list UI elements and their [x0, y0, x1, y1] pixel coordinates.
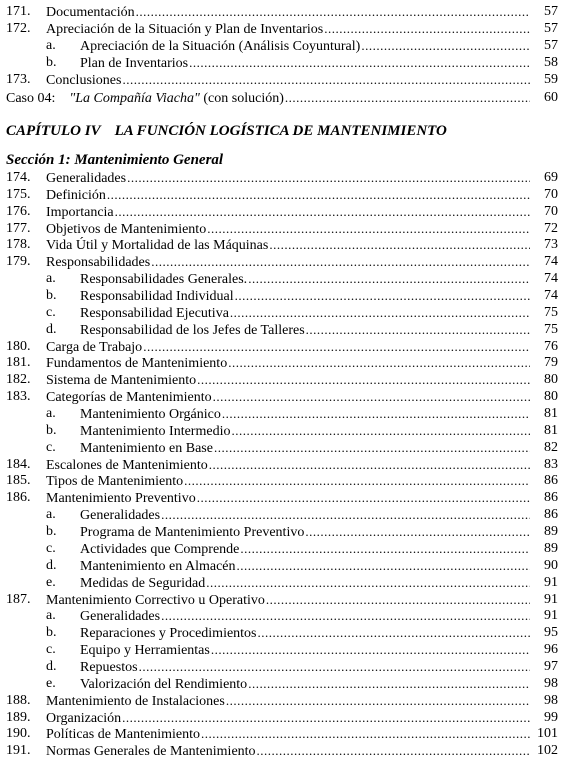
- entry-title: Actividades que Comprende: [80, 541, 240, 557]
- page-number: 76: [544, 338, 558, 354]
- entry-number: 189.: [6, 709, 31, 725]
- dot-leader: [231, 422, 530, 439]
- entry-number: 183.: [6, 389, 31, 405]
- entry-title: Categorías de Mantenimiento: [46, 390, 212, 406]
- page-number: 70: [544, 186, 558, 202]
- toc-entry: [0, 709, 564, 726]
- toc-entry: [0, 3, 564, 20]
- page-number: 80: [544, 372, 558, 388]
- entry-number: a.: [46, 271, 56, 287]
- chapter-label: CAPÍTULO IV: [6, 123, 101, 139]
- entry-title: Responsabilidad Ejecutiva: [80, 305, 229, 321]
- dot-leader: [115, 203, 530, 220]
- dot-leader: [161, 607, 530, 624]
- dot-leader: [151, 253, 530, 270]
- entry-title: Responsabilidades Generales.: [80, 272, 248, 288]
- toc-entry: [0, 169, 564, 186]
- entry-title: Mantenimiento Preventivo: [46, 491, 196, 507]
- page-number: 60: [544, 90, 558, 105]
- dot-leader: [206, 574, 530, 591]
- page-number: 59: [544, 72, 558, 87]
- entry-title: Medidas de Seguridad: [80, 575, 206, 591]
- entry-number: 181.: [6, 355, 31, 371]
- entry-title: Generalidades: [80, 609, 161, 625]
- entry-title: Generalidades: [80, 508, 161, 524]
- toc-entry: [0, 321, 564, 338]
- dot-leader: [248, 675, 530, 692]
- entry-number: 191.: [6, 743, 31, 759]
- page-number: 75: [544, 321, 558, 337]
- entry-number: d.: [46, 658, 57, 674]
- page-number: 96: [544, 642, 558, 658]
- entry-title: Objetivos de Mantenimiento: [46, 221, 207, 237]
- dot-leader: [197, 489, 530, 506]
- page-number: 95: [544, 625, 558, 641]
- entry-title: Políticas de Mantenimiento: [46, 727, 200, 743]
- entry-title: Escalones de Mantenimiento: [46, 457, 208, 473]
- entry-title: Documentación: [46, 5, 135, 20]
- toc-entry: [0, 71, 564, 88]
- entry-title: Plan de Inventarios: [80, 56, 189, 71]
- entry-number: a.: [46, 38, 56, 53]
- page-number: 99: [544, 709, 558, 725]
- entry-title: Generalidades: [46, 171, 127, 186]
- toc-entry: [0, 270, 564, 287]
- entry-number: 173.: [6, 72, 31, 87]
- entry-number: 187.: [6, 591, 31, 607]
- dot-leader: [230, 304, 530, 321]
- page-number: 89: [544, 524, 558, 540]
- toc-entry: [0, 338, 564, 355]
- dot-leader: [324, 20, 530, 37]
- entry-number: 175.: [6, 186, 31, 202]
- dot-leader: [258, 624, 530, 641]
- dot-leader: [207, 220, 530, 237]
- entry-number: 177.: [6, 220, 31, 236]
- dot-leader: [222, 405, 530, 422]
- section-heading: Sección 1: Mantenimiento General: [6, 152, 224, 168]
- entry-number: b.: [46, 288, 57, 304]
- toc-entry: [0, 203, 564, 220]
- entry-number: 182.: [6, 372, 31, 388]
- chapter-title: LA FUNCIÓN LOGÍSTICA DE MANTENIMIENTO: [114, 123, 447, 139]
- entry-number: 185.: [6, 473, 31, 489]
- page-number: 91: [544, 574, 558, 590]
- toc-entry: [0, 506, 564, 523]
- dot-leader: [122, 71, 530, 88]
- page-number: 82: [544, 439, 558, 455]
- toc-entry: [0, 472, 564, 489]
- entry-number: b.: [46, 55, 57, 70]
- entry-title: Fundamentos de Mantenimiento: [46, 356, 228, 372]
- dot-leader: [306, 321, 530, 338]
- toc-entry: [0, 591, 564, 608]
- toc-entry: [0, 456, 564, 473]
- toc-entry: [0, 54, 564, 71]
- entry-number: d.: [46, 557, 57, 573]
- dot-leader: [248, 270, 530, 287]
- page-number: 89: [544, 540, 558, 556]
- entry-title: Equipo y Herramientas: [80, 643, 210, 659]
- entry-number: d.: [46, 321, 57, 337]
- entry-title: Mantenimiento Correctivo u Operativo: [46, 592, 265, 608]
- toc-entry: [0, 236, 564, 253]
- dot-leader: [136, 3, 530, 20]
- page-number: 74: [544, 288, 558, 304]
- dot-leader: [213, 388, 530, 405]
- dot-leader: [211, 641, 530, 658]
- page-number: 86: [544, 473, 558, 489]
- entry-title: Conclusiones: [46, 73, 122, 88]
- dot-leader: [122, 709, 530, 726]
- toc-entry: [0, 20, 564, 37]
- toc-entry: [0, 523, 564, 540]
- dot-leader: [214, 439, 530, 456]
- entry-number: c.: [46, 439, 56, 455]
- page-number: 80: [544, 389, 558, 405]
- toc-entry: [0, 692, 564, 709]
- entry-title: Vida Útil y Mortalidad de las Máquinas: [46, 238, 269, 254]
- entry-number: c.: [46, 304, 56, 320]
- dot-leader: [226, 692, 530, 709]
- dot-leader: [235, 287, 530, 304]
- dot-leader: [237, 557, 530, 574]
- case-suffix: (con solución): [203, 91, 284, 106]
- entry-title: Mantenimiento de Instalaciones: [46, 693, 225, 709]
- entry-number: a.: [46, 507, 56, 523]
- page-number: 79: [544, 355, 558, 371]
- entry-number: b.: [46, 625, 57, 641]
- page-number: 57: [544, 38, 558, 53]
- entry-number: a.: [46, 608, 56, 624]
- entry-title: Reparaciones y Procedimientos: [80, 626, 257, 642]
- toc-entry: [0, 574, 564, 591]
- chapter-heading: [6, 122, 447, 140]
- page-number: 91: [544, 591, 558, 607]
- dot-leader: [184, 472, 530, 489]
- entry-title: Mantenimiento en Base: [80, 440, 213, 456]
- page-number: 86: [544, 507, 558, 523]
- entry-number: 174.: [6, 170, 31, 185]
- entry-title: Mantenimiento en Almacén: [80, 558, 236, 574]
- toc-entry: [0, 557, 564, 574]
- toc-entry: [0, 354, 564, 371]
- case-entry: [0, 89, 564, 106]
- dot-leader: [143, 338, 530, 355]
- toc-entry: [0, 489, 564, 506]
- toc-entry: [0, 641, 564, 658]
- page-number: 74: [544, 271, 558, 287]
- toc-entry: [0, 304, 564, 321]
- entry-number: 184.: [6, 456, 31, 472]
- toc-entry: [0, 220, 564, 237]
- toc-entry: [0, 540, 564, 557]
- dot-leader: [209, 456, 530, 473]
- toc-entry: [0, 405, 564, 422]
- dot-leader: [201, 725, 530, 742]
- entry-number: b.: [46, 524, 57, 540]
- entry-number: 179.: [6, 254, 31, 270]
- toc-entry: [0, 37, 564, 54]
- toc-entry: [0, 675, 564, 692]
- entry-number: b.: [46, 422, 57, 438]
- dot-leader: [107, 186, 530, 203]
- dot-leader: [197, 371, 530, 388]
- dot-leader: [266, 591, 530, 608]
- entry-title: Programa de Mantenimiento Preventivo: [80, 525, 305, 541]
- entry-number: 180.: [6, 338, 31, 354]
- entry-number: 178.: [6, 237, 31, 253]
- dot-leader: [361, 37, 530, 54]
- dot-leader: [257, 742, 530, 759]
- entry-title: Mantenimiento Intermedio: [80, 423, 231, 439]
- dot-leader: [305, 523, 530, 540]
- toc-entry: [0, 388, 564, 405]
- entry-title: Responsabilidades: [46, 255, 151, 271]
- toc-entry: [0, 624, 564, 641]
- entry-title: Importancia: [46, 204, 114, 220]
- page-number: 81: [544, 422, 558, 438]
- dot-leader: [285, 89, 530, 106]
- entry-number: c.: [46, 540, 56, 556]
- page-number: 69: [544, 170, 558, 185]
- page-number: 58: [544, 55, 558, 70]
- page-number: 102: [537, 743, 558, 759]
- toc-entry: [0, 658, 564, 675]
- toc-entry: [0, 742, 564, 759]
- entry-title: Apreciación de la Situación (Análisis Coyuntural): [80, 39, 361, 54]
- page-number: 98: [544, 675, 558, 691]
- dot-leader: [189, 54, 530, 71]
- dot-leader: [269, 236, 530, 253]
- dot-leader: [240, 540, 530, 557]
- entry-title: Definición: [46, 187, 106, 203]
- entry-title: Normas Generales de Mantenimiento: [46, 744, 256, 760]
- dot-leader: [139, 658, 530, 675]
- toc-entry: [0, 607, 564, 624]
- page-number: 83: [544, 456, 558, 472]
- entry-number: 186.: [6, 490, 31, 506]
- dot-leader: [228, 354, 530, 371]
- toc-entry: [0, 439, 564, 456]
- entry-title: Apreciación de la Situación y Plan de Inventarios: [46, 22, 324, 37]
- entry-number: e.: [46, 675, 56, 691]
- page-number: 90: [544, 557, 558, 573]
- toc-entry: [0, 186, 564, 203]
- page-number: 75: [544, 304, 558, 320]
- toc-entry: [0, 253, 564, 270]
- entry-title: Responsabilidad de los Jefes de Talleres: [80, 322, 305, 338]
- entry-number: e.: [46, 574, 56, 590]
- entry-title: Valorización del Rendimiento: [80, 676, 248, 692]
- entry-number: 171.: [6, 4, 31, 19]
- page-number: 74: [544, 254, 558, 270]
- page-number: 57: [544, 21, 558, 36]
- entry-number: 190.: [6, 726, 31, 742]
- page-number: 73: [544, 237, 558, 253]
- entry-number: 172.: [6, 21, 31, 36]
- page-number: 86: [544, 490, 558, 506]
- dot-leader: [161, 506, 530, 523]
- page-number: 91: [544, 608, 558, 624]
- page-number: 70: [544, 203, 558, 219]
- page-number: 81: [544, 406, 558, 422]
- page-number: 57: [544, 4, 558, 19]
- entry-number: 176.: [6, 203, 31, 219]
- dot-leader: [127, 169, 530, 186]
- entry-number: 188.: [6, 692, 31, 708]
- page-number: 98: [544, 692, 558, 708]
- toc-entry: [0, 371, 564, 388]
- toc-entry: [0, 725, 564, 742]
- entry-title: Repuestos: [80, 659, 138, 675]
- entry-number: a.: [46, 406, 56, 422]
- page-number: 72: [544, 220, 558, 236]
- entry-title: Responsabilidad Individual: [80, 289, 234, 305]
- entry-title: Tipos de Mantenimiento: [46, 474, 184, 490]
- entry-title: Sistema de Mantenimiento: [46, 373, 197, 389]
- entry-number: c.: [46, 642, 56, 658]
- case-label: Caso 04:: [6, 91, 56, 106]
- case-name: "La Compañía Viacha": [69, 91, 200, 106]
- page-number: 97: [544, 658, 558, 674]
- toc-entry: [0, 422, 564, 439]
- toc-entry: [0, 287, 564, 304]
- entry-title: Carga de Trabajo: [46, 339, 143, 355]
- entry-title: Mantenimiento Orgánico: [80, 407, 221, 423]
- entry-title: Organización: [46, 710, 122, 726]
- page-number: 101: [537, 726, 558, 742]
